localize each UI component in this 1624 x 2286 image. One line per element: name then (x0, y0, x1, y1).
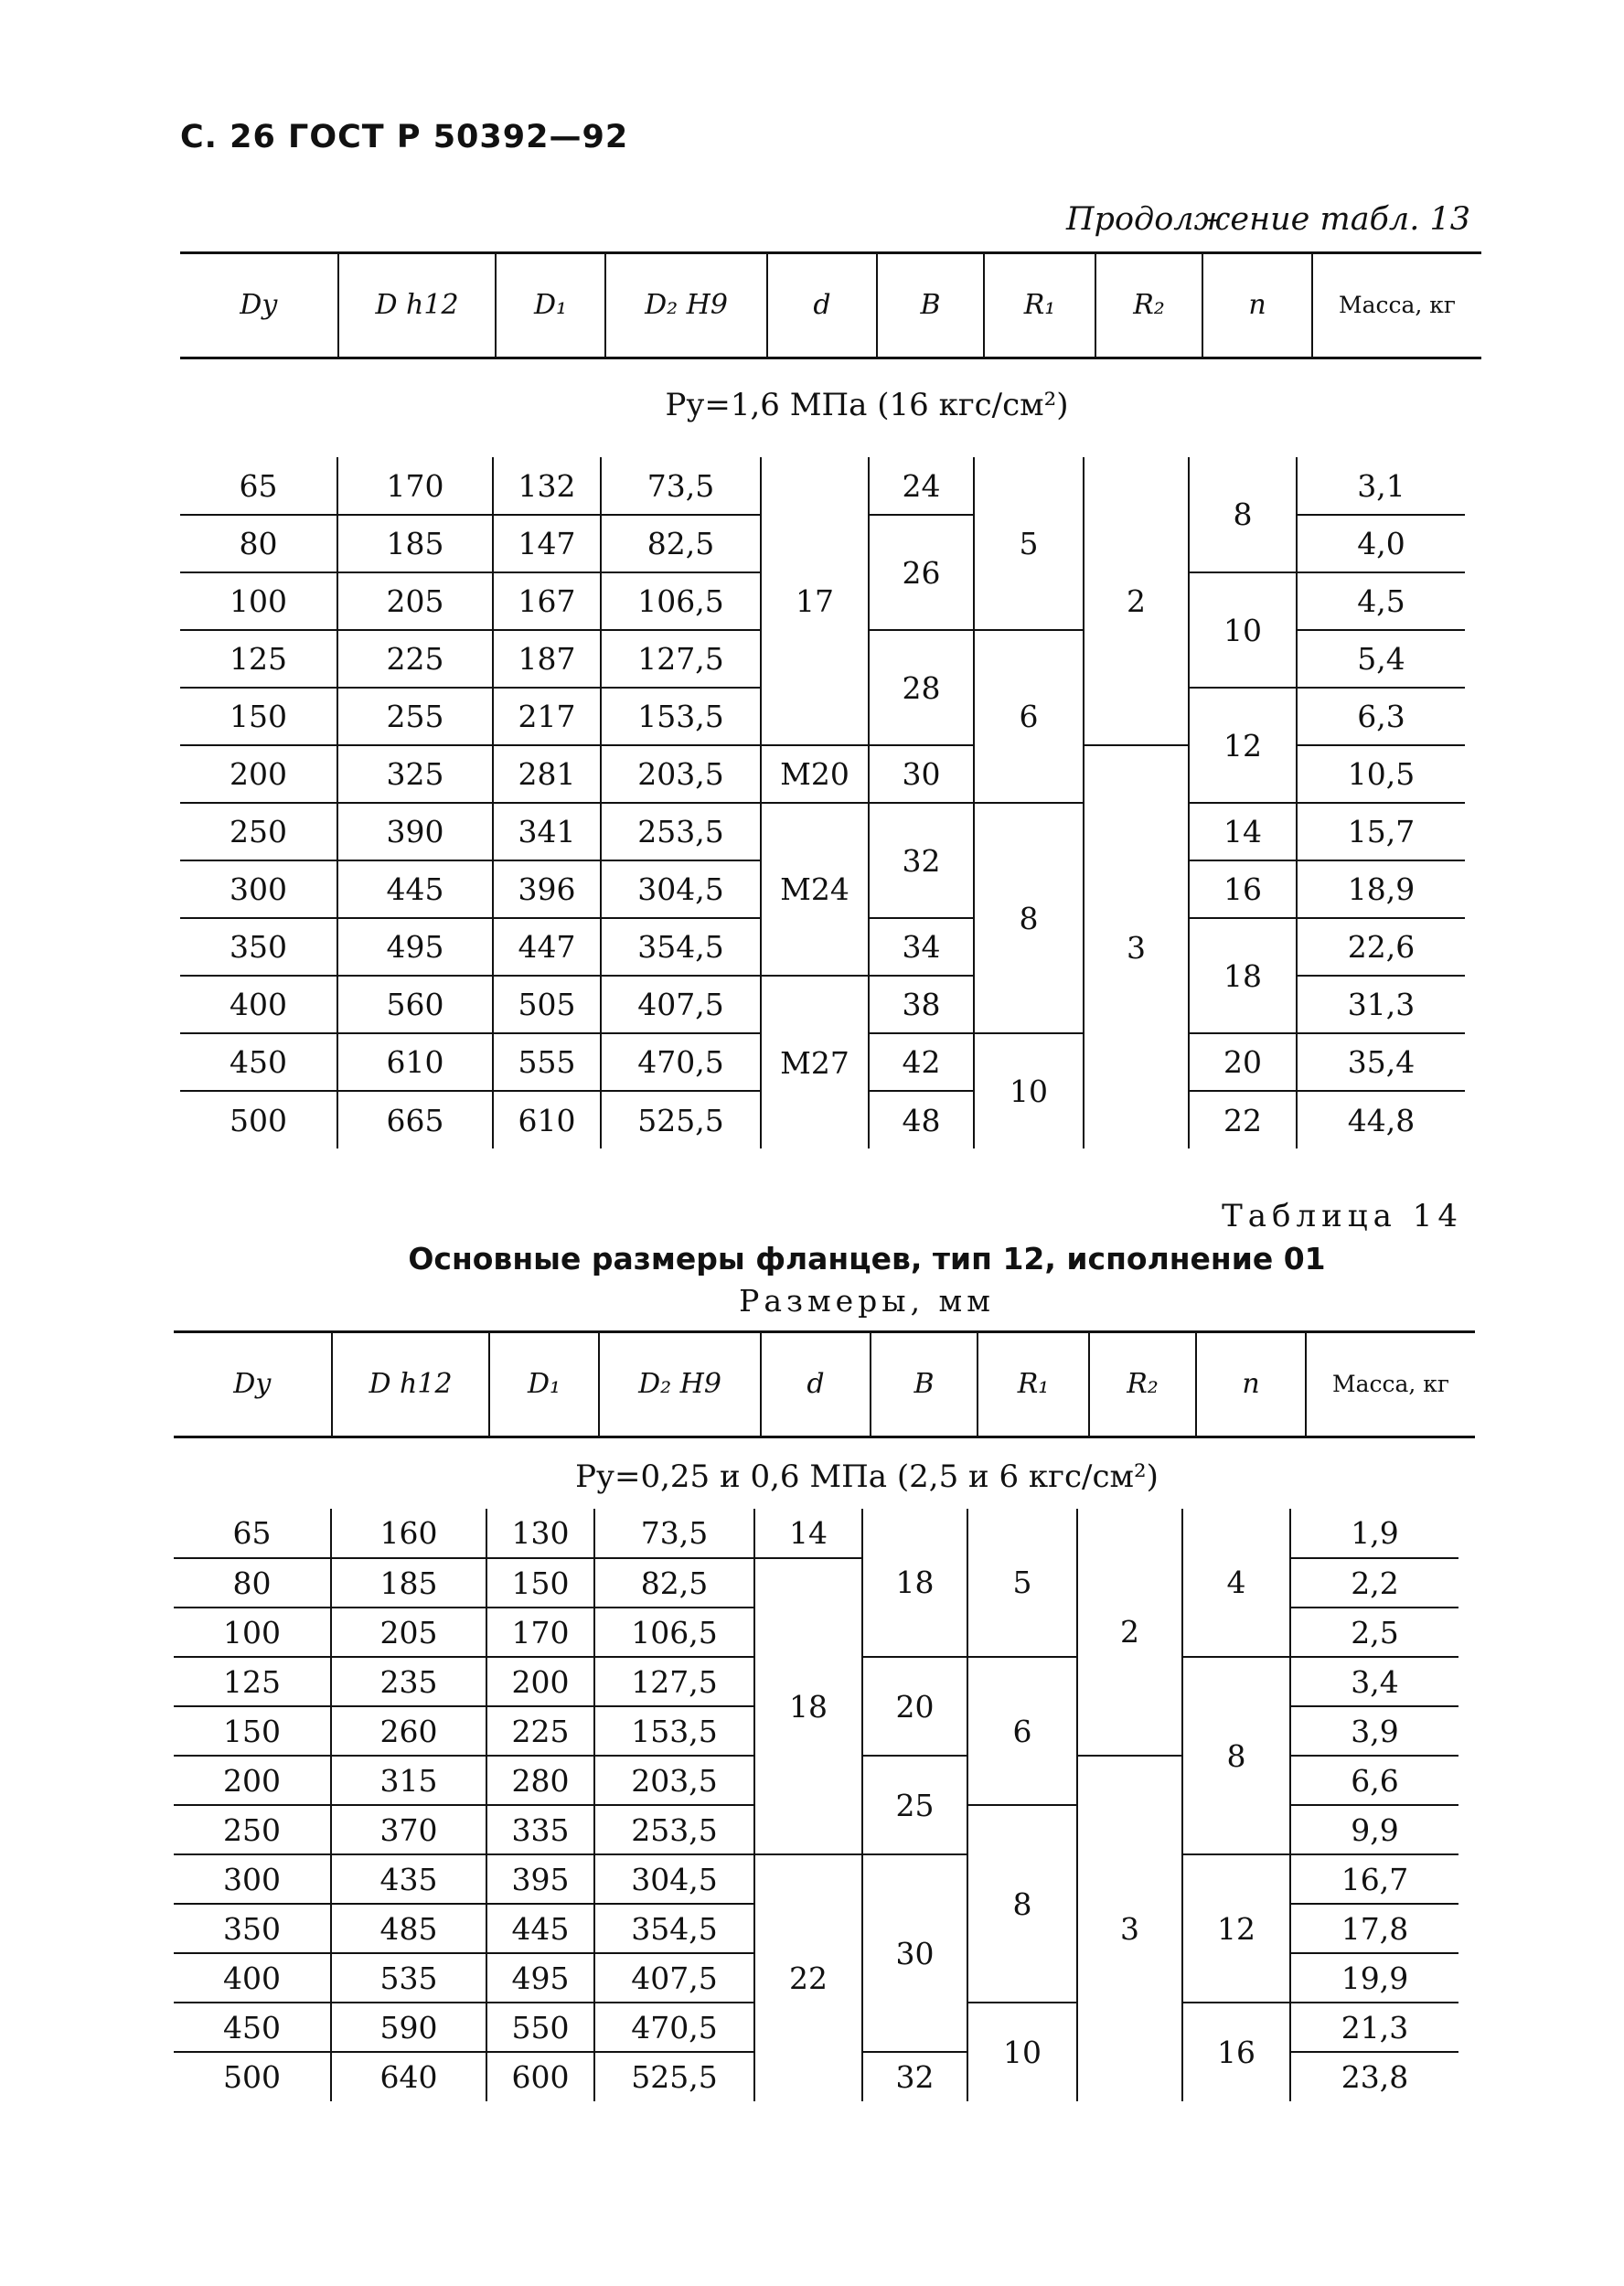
column-header-n: n (1195, 1333, 1305, 1436)
cell-d1: 150 (486, 1558, 594, 1608)
cell-n: 22 (1189, 1091, 1297, 1148)
table-title: Основные размеры фланцев, тип 12, исполнение 01 (408, 1241, 1326, 1277)
cell-mass: 15,7 (1297, 803, 1465, 860)
cell-d-h12: 370 (331, 1805, 486, 1854)
cell-d2-h9: 525,5 (594, 2052, 754, 2101)
cell-d1: 445 (486, 1904, 594, 1953)
table14-pressure-label: Pу=0,25 и 0,6 МПа (2,5 и 6 кгс/см²) (575, 1458, 1159, 1495)
cell-b: 38 (869, 976, 974, 1033)
cell-dy: 100 (174, 1608, 331, 1657)
cell-b: 42 (869, 1033, 974, 1091)
cell-d1: 610 (493, 1091, 601, 1148)
cell-dy: 150 (180, 688, 337, 745)
table14-body (174, 1509, 1458, 2101)
merged-cell-b: 18 (862, 1509, 967, 1657)
cell-mass: 4,5 (1297, 572, 1465, 630)
cell-d1: 600 (486, 2052, 594, 2101)
column-header-dy: Dу (233, 1368, 272, 1401)
merged-cell-n: 8 (1182, 1657, 1290, 1854)
column-header-r2: R₂ (1088, 1333, 1195, 1436)
cell-d-h12: 205 (337, 572, 493, 630)
cell-d2-h9: 304,5 (601, 860, 761, 918)
cell-d1: 147 (493, 515, 601, 572)
cell-d1: 280 (486, 1756, 594, 1805)
cell-dy: 250 (174, 1805, 331, 1854)
cell-dy: 400 (174, 1953, 331, 2003)
merged-cell-d: 17 (761, 457, 869, 745)
merged-cell-r2: 2 (1077, 1509, 1182, 1756)
column-header-d1: D₁ (488, 1333, 598, 1436)
cell-d1: 395 (486, 1854, 594, 1904)
column-header-d2-h9: D₂ H9 (598, 1333, 760, 1436)
cell-mass: 17,8 (1290, 1904, 1458, 1953)
cell-d-h12: 610 (337, 1033, 493, 1091)
column-header-d-h12: D h12 (337, 254, 495, 357)
merged-cell-r2: 3 (1077, 1756, 1182, 2101)
cell-dy: 400 (180, 976, 337, 1033)
cell-dy: 65 (174, 1509, 331, 1558)
column-header-d1: D₁ (495, 254, 604, 357)
cell-d1: 200 (486, 1657, 594, 1706)
merged-cell-n: 8 (1189, 457, 1297, 572)
cell-dy: 350 (180, 918, 337, 976)
cell-d1: 396 (493, 860, 601, 918)
cell-dy: 500 (223, 2059, 281, 2095)
cell-d2-h9: 153,5 (594, 1706, 754, 1756)
table13-pressure-label: Pу=1,6 МПа (16 кгс/см²) (665, 387, 1069, 423)
cell-d2-h9: 470,5 (601, 1033, 761, 1091)
merged-cell-n: 18 (1189, 918, 1297, 1033)
cell-d2-h9: 203,5 (601, 745, 761, 803)
cell-mass: 44,8 (1297, 1091, 1465, 1148)
cell-d2-h9: 525,5 (601, 1091, 761, 1148)
merged-cell-n: 12 (1182, 1854, 1290, 2003)
column-header-mass: Масса, кг (1311, 254, 1481, 357)
cell-d2-h9: 304,5 (594, 1854, 754, 1904)
cell-mass: 6,6 (1290, 1756, 1458, 1805)
cell-d2-h9: 407,5 (594, 1953, 754, 2003)
cell-d-h12: 445 (337, 860, 493, 918)
cell-mass: 2,5 (1290, 1608, 1458, 1657)
cell-d2-h9: 82,5 (601, 515, 761, 572)
cell-dy: 80 (174, 1558, 331, 1608)
cell-d1: 495 (486, 1953, 594, 2003)
cell-d1: 170 (486, 1608, 594, 1657)
cell-dy: 125 (174, 1657, 331, 1706)
cell-mass: 2,2 (1290, 1558, 1458, 1608)
cell-mass: 6,3 (1297, 688, 1465, 745)
cell-d1: 225 (486, 1706, 594, 1756)
cell-dy: 65 (180, 457, 337, 515)
merged-cell-r1: 8 (974, 803, 1084, 1033)
cell-b: 34 (869, 918, 974, 976)
column-header-b: B (876, 254, 983, 357)
column-header-r2: R₂ (1095, 254, 1202, 357)
cell-dy: 80 (180, 515, 337, 572)
cell-d-h12: 485 (331, 1904, 486, 1953)
table-row (174, 1854, 1458, 1904)
cell-d1: 341 (493, 803, 601, 860)
merged-cell-d: М24 (761, 803, 869, 976)
cell-d2-h9: 203,5 (594, 1756, 754, 1805)
cell-d2-h9: 354,5 (594, 1904, 754, 1953)
table13-body (180, 457, 1465, 1148)
column-header-r1: R₁ (977, 1333, 1088, 1436)
cell-d-h12: 590 (331, 2003, 486, 2052)
cell-dy: 500 (230, 1102, 287, 1138)
cell-mass: 4,0 (1297, 515, 1465, 572)
cell-dy: 200 (180, 745, 337, 803)
merged-cell-b: 28 (869, 630, 974, 745)
column-header-n: n (1202, 254, 1311, 357)
cell-dy: 125 (180, 630, 337, 688)
cell-d1: 555 (493, 1033, 601, 1091)
cell-d-h12: 535 (331, 1953, 486, 2003)
cell-n: 16 (1189, 860, 1297, 918)
cell-mass: 9,9 (1290, 1805, 1458, 1854)
merged-cell-d: 18 (754, 1558, 862, 1854)
cell-d2-h9: 127,5 (601, 630, 761, 688)
cell-mass: 3,4 (1290, 1657, 1458, 1706)
cell-d2-h9: 73,5 (601, 457, 761, 515)
cell-mass: 35,4 (1297, 1033, 1465, 1091)
merged-cell-n: 12 (1189, 688, 1297, 803)
cell-mass: 22,6 (1297, 918, 1465, 976)
cell-n: 20 (1189, 1033, 1297, 1091)
column-header-d2-h9: D₂ H9 (604, 254, 766, 357)
cell-d1: 447 (493, 918, 601, 976)
cell-dy: 450 (180, 1033, 337, 1091)
cell-d1: 130 (486, 1509, 594, 1558)
cell-d-h12: 560 (337, 976, 493, 1033)
column-header-mass: Масса, кг (1305, 1333, 1475, 1436)
cell-d2-h9: 354,5 (601, 918, 761, 976)
merged-cell-r1: 5 (974, 457, 1084, 630)
merged-cell-b: 25 (862, 1756, 967, 1854)
merged-cell-r2: 2 (1084, 457, 1189, 745)
cell-dy: 450 (174, 2003, 331, 2052)
merged-cell-r1: 6 (967, 1657, 1077, 1805)
cell-d-h12: 665 (337, 1091, 493, 1148)
merged-cell-b: 26 (869, 515, 974, 630)
table-row (180, 803, 1465, 860)
cell-d2-h9: 106,5 (594, 1608, 754, 1657)
cell-mass: 16,7 (1290, 1854, 1458, 1904)
table-number: Таблица 14 (1222, 1198, 1463, 1234)
cell-d1: 281 (493, 745, 601, 803)
cell-d-h12: 225 (337, 630, 493, 688)
table-row (174, 1509, 1458, 1558)
cell-d-h12: 185 (331, 1558, 486, 1608)
cell-d-h12: 260 (331, 1706, 486, 1756)
cell-b: 24 (869, 457, 974, 515)
merged-cell-b: 20 (862, 1657, 967, 1756)
cell-d2-h9: 106,5 (601, 572, 761, 630)
cell-dy: 300 (180, 860, 337, 918)
cell-d-h12: 495 (337, 918, 493, 976)
cell-dy: 200 (174, 1756, 331, 1805)
cell-d2-h9: 82,5 (594, 1558, 754, 1608)
cell-mass: 18,9 (1297, 860, 1465, 918)
cell-mass: 3,9 (1290, 1706, 1458, 1756)
cell-d-h12: 325 (337, 745, 493, 803)
page-header: С. 26 ГОСТ Р 50392—92 (180, 119, 629, 155)
cell-d-h12: 640 (331, 2052, 486, 2101)
column-header-d-h12: D h12 (331, 1333, 488, 1436)
cell-mass: 5,4 (1297, 630, 1465, 688)
merged-cell-r2: 3 (1084, 745, 1189, 1148)
column-header-d: d (760, 1333, 870, 1436)
cell-d2-h9: 253,5 (594, 1805, 754, 1854)
cell-d-h12: 435 (331, 1854, 486, 1904)
cell-dy: 300 (174, 1854, 331, 1904)
cell-dy: 250 (180, 803, 337, 860)
cell-mass: 10,5 (1297, 745, 1465, 803)
cell-d1: 335 (486, 1805, 594, 1854)
cell-b: 30 (869, 745, 974, 803)
cell-b: 32 (862, 2052, 967, 2101)
merged-cell-n: 4 (1182, 1509, 1290, 1657)
cell-d-h12: 160 (331, 1509, 486, 1558)
cell-n: 14 (1189, 803, 1297, 860)
cell-mass: 23,8 (1290, 2052, 1458, 2101)
cell-d1: 217 (493, 688, 601, 745)
cell-mass: 21,3 (1290, 2003, 1458, 2052)
cell-d1: 132 (493, 457, 601, 515)
cell-d-h12: 390 (337, 803, 493, 860)
table-continuation-label: Продолжение табл. 13 (1066, 201, 1470, 238)
cell-mass: 31,3 (1297, 976, 1465, 1033)
table14-header (174, 1330, 1475, 1438)
cell-d-h12: 315 (331, 1756, 486, 1805)
cell-b: 48 (869, 1091, 974, 1148)
cell-d-h12: 185 (337, 515, 493, 572)
column-header-b: B (870, 1333, 977, 1436)
merged-cell-r1: 10 (967, 2003, 1077, 2101)
merged-cell-d: М20 (761, 745, 869, 803)
cell-dy: 100 (180, 572, 337, 630)
cell-mass: 19,9 (1290, 1953, 1458, 2003)
column-header-dy: Dу (240, 289, 278, 322)
cell-d1: 550 (486, 2003, 594, 2052)
cell-d-h12: 205 (331, 1608, 486, 1657)
merged-cell-d: М27 (761, 976, 869, 1148)
cell-dy: 350 (174, 1904, 331, 1953)
cell-d1: 167 (493, 572, 601, 630)
cell-d2-h9: 127,5 (594, 1657, 754, 1706)
cell-d1: 505 (493, 976, 601, 1033)
cell-mass: 3,1 (1297, 457, 1465, 515)
cell-d2-h9: 153,5 (601, 688, 761, 745)
merged-cell-b: 30 (862, 1854, 967, 2052)
merged-cell-b: 32 (869, 803, 974, 918)
merged-cell-r1: 10 (974, 1033, 1084, 1148)
table-row (180, 457, 1465, 515)
merged-cell-r1: 5 (967, 1509, 1077, 1657)
table13-header (180, 251, 1481, 359)
cell-d1: 187 (493, 630, 601, 688)
cell-d: 14 (754, 1509, 862, 1558)
merged-cell-n: 16 (1182, 2003, 1290, 2101)
column-header-r1: R₁ (983, 254, 1095, 357)
cell-dy: 150 (174, 1706, 331, 1756)
cell-d2-h9: 407,5 (601, 976, 761, 1033)
column-header-d: d (766, 254, 876, 357)
merged-cell-n: 10 (1189, 572, 1297, 688)
cell-mass: 1,9 (1290, 1509, 1458, 1558)
merged-cell-r1: 8 (967, 1805, 1077, 2003)
cell-d2-h9: 470,5 (594, 2003, 754, 2052)
table-units: Размеры, мм (739, 1283, 995, 1319)
cell-d2-h9: 73,5 (594, 1509, 754, 1558)
cell-d-h12: 235 (331, 1657, 486, 1706)
cell-d2-h9: 253,5 (601, 803, 761, 860)
cell-d-h12: 170 (337, 457, 493, 515)
merged-cell-r1: 6 (974, 630, 1084, 803)
cell-d-h12: 255 (337, 688, 493, 745)
merged-cell-d: 22 (754, 1854, 862, 2101)
